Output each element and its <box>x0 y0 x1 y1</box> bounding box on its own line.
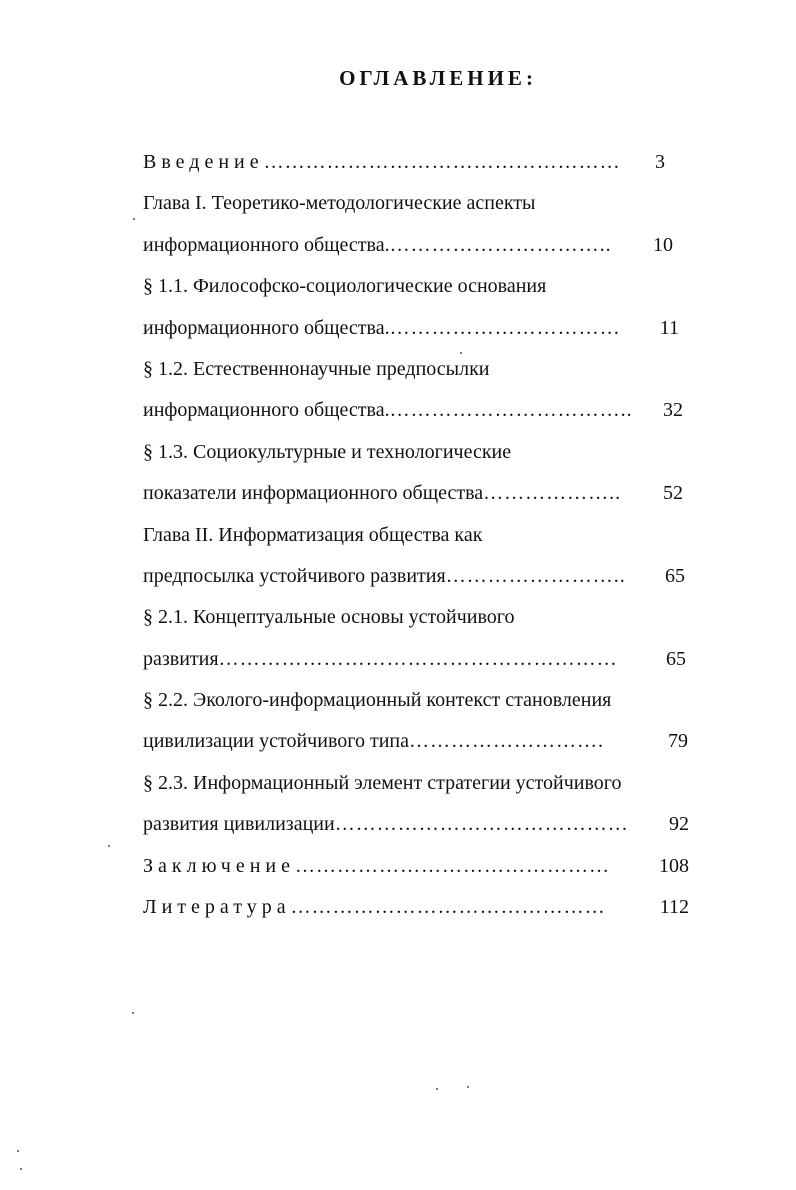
toc-label: предпосылка устойчивого развития <box>143 564 446 587</box>
toc-label: развития <box>143 647 219 670</box>
toc-leader-dots: ……………………………………… <box>295 854 610 877</box>
toc-entry-chapter2-heading <box>143 521 703 562</box>
toc-page-number: 10 <box>653 233 673 256</box>
toc-entry-conclusion <box>143 852 703 893</box>
toc-label: Глава II. Информатизация общества как <box>143 523 483 546</box>
toc-entry-chapter1-heading <box>143 189 703 230</box>
toc-entry-intro <box>143 148 703 189</box>
toc-label: цивилизации устойчивого типа <box>143 730 409 753</box>
toc-leader-dots: …………………………….. <box>389 399 633 422</box>
toc-label: § 1.3. Социокультурные и технологические <box>143 440 512 463</box>
toc-entry-section-2-3-heading <box>143 769 703 810</box>
toc-label: информационного общества. <box>143 399 390 422</box>
toc-leader-dots: …………………………………………… <box>263 151 621 173</box>
toc-leader-dots: ………………………. <box>408 730 604 753</box>
toc-label: Заключение <box>143 854 295 877</box>
toc-page-number: 32 <box>663 399 683 422</box>
toc-label: показатели информационного общества <box>143 482 484 505</box>
toc-label: Литература <box>143 896 291 919</box>
toc-page-number: 52 <box>663 482 683 505</box>
toc-entry-literature <box>143 893 703 934</box>
toc-entry-section-1-1 <box>143 314 703 355</box>
toc-page-number: 108 <box>659 854 689 877</box>
toc-leader-dots: …………………….. <box>445 564 626 587</box>
toc-entry-section-1-2-heading <box>143 355 703 396</box>
toc-entry-section-2-2 <box>143 727 703 768</box>
toc-entry-section-1-1-heading <box>143 272 703 313</box>
toc-leader-dots: …………………………… <box>389 316 621 339</box>
table-of-contents <box>143 148 703 934</box>
toc-page-number: 11 <box>659 316 679 339</box>
page-title: ОГЛАВЛЕНИЕ: <box>339 66 537 90</box>
toc-label: Введение <box>143 151 264 173</box>
toc-entry-section-2-3 <box>143 810 703 851</box>
toc-page-number: 3 <box>655 151 665 173</box>
toc-entry-section-2-2-heading <box>143 686 703 727</box>
toc-label: § 2.1. Концептуальные основы устойчивого <box>143 606 515 629</box>
toc-page-number: 112 <box>659 896 689 919</box>
toc-label: информационного общества. <box>143 233 390 256</box>
toc-entry-section-1-3-heading <box>143 438 703 479</box>
toc-label: развития цивилизации <box>143 813 335 836</box>
toc-entry-section-1-2 <box>143 396 703 437</box>
toc-page-number: 65 <box>665 564 685 587</box>
toc-leader-dots: …………………………………… <box>334 813 629 836</box>
toc-label: Глава I. Теоретико-методологические аспекты <box>143 192 536 215</box>
toc-leader-dots: ……………………………………… <box>290 896 606 919</box>
toc-label: информационного общества. <box>143 316 390 339</box>
toc-leader-dots: ……………….. <box>483 482 622 505</box>
toc-entry-section-1-3 <box>143 479 703 520</box>
toc-page-number: 79 <box>668 730 688 753</box>
toc-label: § 1.2. Естественнонаучные предпосылки <box>143 357 490 380</box>
toc-entry-chapter1 <box>143 231 703 272</box>
toc-label: § 2.2. Эколого-информационный контекст становления <box>143 689 612 712</box>
toc-entry-section-2-1-heading <box>143 603 703 644</box>
toc-entry-chapter2 <box>143 562 703 603</box>
toc-label: § 1.1. Философско-социологические основания <box>143 275 547 298</box>
toc-leader-dots: ………………………….. <box>389 233 612 256</box>
toc-label: § 2.3. Информационный элемент стратегии устойчивого <box>143 771 622 794</box>
toc-page-number: 65 <box>666 647 686 670</box>
toc-leader-dots: ………………………………………………… <box>218 647 618 670</box>
toc-entry-section-2-1 <box>143 645 703 686</box>
toc-page-number: 92 <box>669 813 689 836</box>
